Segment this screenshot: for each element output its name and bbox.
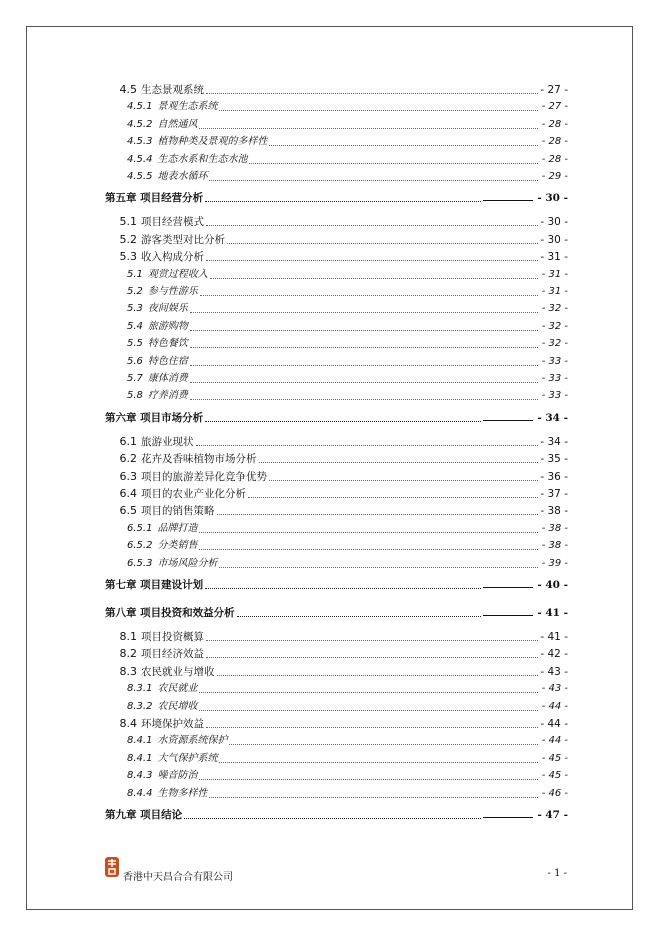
toc-entry-title: 环境保护效益 xyxy=(141,718,204,730)
toc-entry-title: 游客类型对比分析 xyxy=(141,233,225,246)
toc-leader-dots xyxy=(209,796,538,798)
toc-leader-dots xyxy=(184,817,481,819)
page-number: - 1 - xyxy=(547,868,567,879)
toc-leader-dots xyxy=(205,420,481,422)
toc-entry-title: 生态景观系统 xyxy=(141,84,204,96)
toc-entry[interactable] xyxy=(105,501,568,517)
toc-entry-page: - 38 - xyxy=(541,540,568,552)
toc-entry-title: 农民就业 xyxy=(157,683,198,695)
toc-entry-number: 6.4 xyxy=(119,487,137,500)
toc-entry-title: 项目投资概算 xyxy=(141,631,204,643)
toc-entry-number: 6.3 xyxy=(119,469,137,483)
toc-entry-page: - 28 - xyxy=(541,118,568,130)
toc-entry-title: 水资源系统保护 xyxy=(157,735,228,747)
toc-entry-title: 市场风险分析 xyxy=(157,557,218,569)
toc-entry-title: 第八章 项目投资和效益分析 xyxy=(105,607,235,619)
toc-entry-number: 5.2 xyxy=(119,232,137,246)
toc-entry-page: - 32 - xyxy=(541,338,568,350)
toc-entry-page: - 30 - xyxy=(540,233,568,246)
toc-entry-number: 8.4.1 xyxy=(127,735,153,747)
toc-leader-dots xyxy=(196,444,539,446)
toc-entry-page: - 31 - xyxy=(540,251,568,264)
toc-entry-title: 康体消费 xyxy=(147,373,188,384)
toc-entry[interactable] xyxy=(105,714,568,730)
toc-leader-dots xyxy=(190,311,538,313)
toc-leader-dots xyxy=(227,242,538,244)
toc-entry-title: 噪音防治 xyxy=(157,770,198,782)
toc-entry-page: - 34 - xyxy=(537,411,568,424)
toc-entry-page: - 43 - xyxy=(541,683,568,695)
toc-entry-number: 6.5.1 xyxy=(127,522,153,534)
toc-leader-dots xyxy=(199,709,538,711)
toc-leader-dots xyxy=(199,127,538,129)
toc-entry-number: 6.2 xyxy=(119,452,137,466)
toc-entry[interactable] xyxy=(105,449,568,465)
toc-leader-dots xyxy=(217,674,539,676)
toc-entry-page: - 41 - xyxy=(537,607,568,619)
toc-entry-page: - 27 - xyxy=(541,101,568,113)
toc-entry-title: 特色餐饮 xyxy=(147,338,188,350)
toc-chapter-rule xyxy=(483,816,533,818)
toc-leader-dots xyxy=(217,513,539,515)
toc-entry[interactable] xyxy=(105,317,568,333)
toc-entry-number: 8.3.1 xyxy=(127,683,153,695)
toc-entry-page: - 42 - xyxy=(540,648,568,661)
toc-entry-title: 植物种类及景观的多样性 xyxy=(157,136,268,148)
toc-entry-number: 6.5 xyxy=(119,504,137,518)
toc-entry-title: 农民增收 xyxy=(157,700,198,712)
toc-entry-title: 收入构成分析 xyxy=(141,251,204,264)
toc-entry-number: 8.4.4 xyxy=(127,787,153,799)
toc-entry[interactable] xyxy=(105,749,568,765)
toc-chapter-rule xyxy=(483,419,533,421)
toc-leader-dots xyxy=(199,548,538,550)
toc-entry-page: - 43 - xyxy=(540,665,568,678)
toc-leader-dots xyxy=(206,224,538,226)
toc-chapter-rule xyxy=(483,614,533,616)
toc-entry-number: 8.4 xyxy=(119,717,137,730)
toc-leader-dots xyxy=(190,398,538,400)
company-logo-icon xyxy=(104,856,120,878)
toc-entry-page: - 33 - xyxy=(541,390,568,402)
toc-entry[interactable] xyxy=(105,766,568,782)
toc-entry-number: 6.1 xyxy=(119,434,137,448)
toc-entry[interactable] xyxy=(105,784,568,800)
toc-leader-dots xyxy=(219,761,538,763)
toc-entry-title: 景观生态系统 xyxy=(157,101,218,113)
toc-entry-page: - 39 - xyxy=(541,557,568,569)
toc-entry-title: 项目经营模式 xyxy=(141,216,204,229)
toc-entry[interactable] xyxy=(105,132,568,148)
toc-leader-dots xyxy=(199,778,538,780)
toc-entry-page: - 37 - xyxy=(540,488,568,500)
toc-entry-page: - 28 - xyxy=(541,136,568,148)
toc-entry[interactable] xyxy=(105,731,568,747)
toc-entry-page: - 33 - xyxy=(541,373,568,384)
toc-entry[interactable] xyxy=(105,97,568,113)
toc-entry-number: 4.5.3 xyxy=(127,136,153,148)
toc-entry-number: 5.8 xyxy=(127,390,143,402)
toc-chapter-entry[interactable] xyxy=(105,188,568,204)
toc-entry[interactable] xyxy=(105,167,568,183)
toc-leader-dots xyxy=(190,346,538,348)
toc-entry-title: 特色住宿 xyxy=(147,355,188,367)
toc-entry-number: 8.2 xyxy=(119,647,137,661)
toc-entry[interactable] xyxy=(105,679,568,695)
toc-entry-title: 地表水循环 xyxy=(157,171,208,182)
toc-entry-number: 8.1 xyxy=(119,630,137,643)
toc-entry-page: - 32 - xyxy=(541,320,568,332)
toc-entry[interactable] xyxy=(105,115,568,131)
toc-entry-page: - 30 - xyxy=(540,216,568,229)
toc-entry-title: 生态水系和生态水池 xyxy=(157,153,248,165)
toc-entry-title: 项目的销售策略 xyxy=(141,505,215,518)
toc-leader-dots xyxy=(269,479,538,481)
toc-chapter-entry[interactable] xyxy=(105,575,568,591)
toc-entry-number: 5.6 xyxy=(127,355,143,367)
toc-entry-title: 分类销售 xyxy=(157,540,198,552)
toc-entry-number: 5.7 xyxy=(127,373,143,384)
toc-entry-page: - 33 - xyxy=(541,355,568,367)
toc-leader-dots xyxy=(206,726,538,728)
company-name: 香港中天昌合合有限公司 xyxy=(123,872,233,883)
toc-entry-title: 品牌打造 xyxy=(157,522,198,534)
toc-leader-dots xyxy=(206,656,538,658)
toc-entry-page: - 32 - xyxy=(541,303,568,315)
toc-leader-dots xyxy=(259,461,539,463)
toc-entry-number: 5.1 xyxy=(127,268,143,280)
toc-entry-page: - 27 - xyxy=(540,84,568,96)
toc-entry[interactable] xyxy=(105,432,568,448)
toc-entry-page: - 41 - xyxy=(540,631,568,643)
toc-entry-title: 自然通风 xyxy=(157,118,198,130)
toc-entry-page: - 34 - xyxy=(540,435,568,448)
toc-entry-page: - 29 - xyxy=(541,171,568,182)
toc-chapter-rule xyxy=(483,199,533,201)
toc-entry-title: 生物多样性 xyxy=(157,787,208,799)
toc-entry-number: 4.5 xyxy=(119,83,137,96)
toc-entry-title: 观赏过程收入 xyxy=(147,268,208,280)
toc-chapter-entry[interactable] xyxy=(105,603,568,619)
toc-entry[interactable] xyxy=(105,662,568,678)
toc-entry-page: - 28 - xyxy=(541,153,568,165)
toc-entry[interactable] xyxy=(105,369,568,385)
toc-entry-number: 4.5.4 xyxy=(127,153,153,165)
toc-entry-number: 5.3 xyxy=(127,303,143,315)
toc-entry-page: - 44 - xyxy=(541,700,568,712)
toc-entry[interactable] xyxy=(105,265,568,281)
toc-entry-number: 5.2 xyxy=(127,286,143,297)
toc-entry-page: - 35 - xyxy=(540,453,568,466)
toc-entry-title: 第六章 项目市场分析 xyxy=(105,411,204,424)
toc-leader-dots xyxy=(237,615,482,617)
toc-leader-dots xyxy=(219,566,538,568)
toc-entry-page: - 30 - xyxy=(537,192,568,205)
toc-leader-dots xyxy=(190,381,538,383)
toc-leader-dots xyxy=(199,531,538,533)
toc-leader-dots xyxy=(206,639,538,641)
toc-entry-title: 第五章 项目经营分析 xyxy=(105,192,204,205)
toc-entry[interactable] xyxy=(105,299,568,315)
toc-leader-dots xyxy=(190,329,538,331)
toc-entry-page: - 38 - xyxy=(541,522,568,534)
toc-entry-number: 8.3 xyxy=(119,664,137,678)
toc-leader-dots xyxy=(205,587,481,589)
toc-chapter-rule xyxy=(483,586,533,588)
toc-entry-page: - 45 - xyxy=(541,770,568,782)
toc-entry-title: 项目的旅游差异化竞争优势 xyxy=(141,470,267,483)
toc-chapter-entry[interactable] xyxy=(105,408,568,424)
toc-leader-dots xyxy=(206,259,538,261)
toc-entry-page: - 40 - xyxy=(537,579,568,591)
toc-entry[interactable] xyxy=(105,554,568,570)
toc-entry-number: 5.4 xyxy=(127,320,143,332)
toc-leader-dots xyxy=(205,200,481,202)
toc-entry-title: 第九章 项目结论 xyxy=(105,809,183,821)
toc-leader-dots xyxy=(219,109,538,111)
toc-entry-number: 5.5 xyxy=(127,338,143,350)
toc-entry[interactable] xyxy=(105,644,568,660)
toc-entry-number: 8.4.1 xyxy=(127,752,153,764)
toc-entry-page: - 47 - xyxy=(537,809,568,821)
toc-entry-number: 4.5.1 xyxy=(127,101,153,113)
toc-entry-title: 旅游业现状 xyxy=(141,435,194,448)
toc-entry-page: - 45 - xyxy=(541,752,568,764)
toc-entry[interactable] xyxy=(105,697,568,713)
toc-entry-number: 5.1 xyxy=(119,215,137,229)
toc-entry-number: 4.5.5 xyxy=(127,171,153,182)
toc-leader-dots xyxy=(229,743,538,745)
toc-entry-title: 大气保护系统 xyxy=(157,752,218,764)
toc-entry-number: 4.5.2 xyxy=(127,118,153,130)
toc-leader-dots xyxy=(206,92,538,94)
toc-entry[interactable] xyxy=(105,627,568,643)
toc-entry-title: 项目经济效益 xyxy=(141,648,204,661)
toc-entry[interactable] xyxy=(105,282,568,298)
toc-entry[interactable] xyxy=(105,519,568,535)
toc-entry-title: 农民就业与增收 xyxy=(141,665,215,678)
toc-entry[interactable] xyxy=(105,80,568,96)
toc-entry[interactable] xyxy=(105,467,568,483)
toc-entry[interactable] xyxy=(105,150,568,166)
toc-entry[interactable] xyxy=(105,230,568,246)
toc-entry-title: 项目的农业产业化分析 xyxy=(141,488,246,500)
toc-leader-dots xyxy=(210,277,538,279)
toc-leader-dots xyxy=(248,496,538,498)
toc-leader-dots xyxy=(190,364,538,366)
toc-entry[interactable] xyxy=(105,484,568,500)
toc-entry[interactable] xyxy=(105,536,568,552)
toc-entry-title: 第七章 项目建设计划 xyxy=(105,579,204,591)
toc-leader-dots xyxy=(200,294,538,296)
page-footer xyxy=(104,856,567,882)
toc-entry-page: - 44 - xyxy=(540,718,568,730)
toc-entry-page: - 31 - xyxy=(541,286,568,297)
toc-entry[interactable] xyxy=(105,247,568,263)
toc-entry[interactable] xyxy=(105,352,568,368)
toc-entry-number: 8.3.2 xyxy=(127,700,153,712)
toc-entry-page: - 44 - xyxy=(541,735,568,747)
toc-entry-number: 8.4.3 xyxy=(127,770,153,782)
toc-entry-title: 参与性游乐 xyxy=(147,286,198,297)
toc-entry[interactable] xyxy=(105,212,568,228)
toc-leader-dots xyxy=(199,691,538,693)
toc-entry-number: 6.5.3 xyxy=(127,557,153,569)
toc-entry-page: - 31 - xyxy=(541,268,568,280)
toc-entry-number: 6.5.2 xyxy=(127,540,153,552)
toc-entry[interactable] xyxy=(105,334,568,350)
toc-entry-title: 旅游购物 xyxy=(147,320,188,332)
toc-entry[interactable] xyxy=(105,386,568,402)
toc-entry-title: 疗养消费 xyxy=(147,390,188,402)
toc-entry-page: - 46 - xyxy=(541,787,568,799)
toc-entry-title: 夜间娱乐 xyxy=(147,303,188,315)
toc-leader-dots xyxy=(249,162,538,164)
toc-entry-page: - 36 - xyxy=(540,470,568,483)
toc-leader-dots xyxy=(269,144,538,146)
toc-entry-number: 5.3 xyxy=(119,250,137,264)
toc-leader-dots xyxy=(209,179,538,181)
toc-entry-title: 花卉及香味植物市场分析 xyxy=(141,453,257,466)
toc-chapter-entry[interactable] xyxy=(105,805,568,821)
toc-entry-page: - 38 - xyxy=(540,505,568,518)
